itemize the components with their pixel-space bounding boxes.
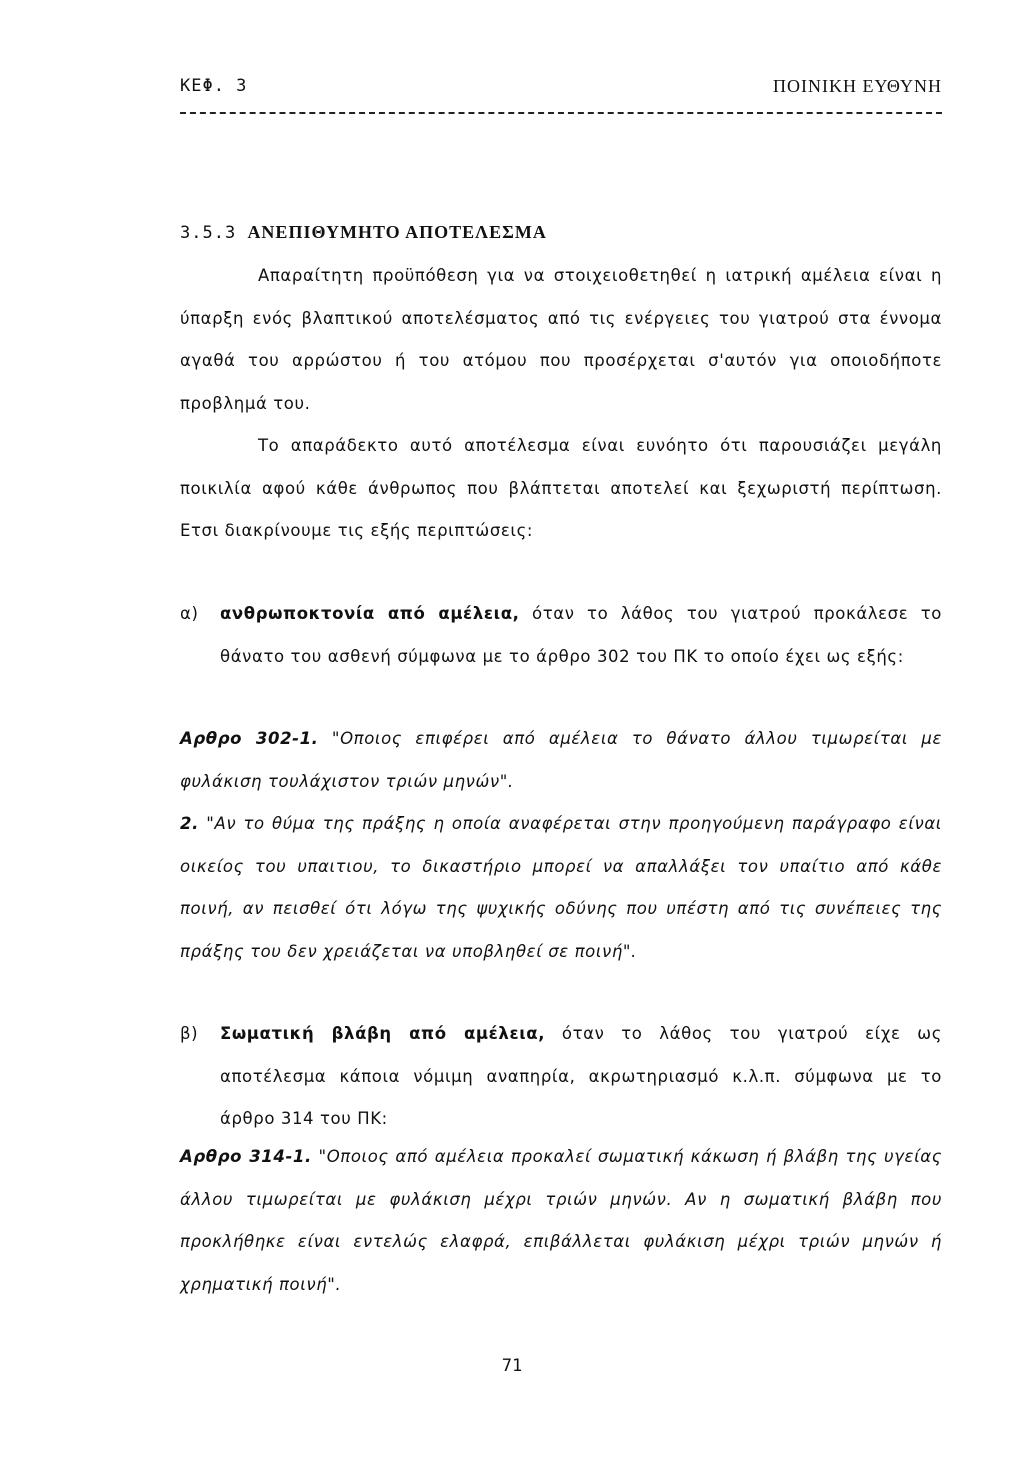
page-number: 71 — [501, 1356, 523, 1376]
header-divider — [180, 112, 942, 114]
item-a-term: ανθρωποκτονία από αμέλεια, — [220, 604, 520, 623]
law-314-1-text: "Οποιος από αμέλεια προκαλεί σωματική κάκωση ή βλάβη της υγείας άλλου τιμωρείται με φυλάκιση μέχρι τριών μηνών. Αν η σωματική βλάβη που προκλήθηκε είναι εντελώς ελαφρά, επιβάλλεται φυλάκιση μέχρι τριών μηνών ή χρηματική ποινή". — [180, 1147, 943, 1294]
item-b-text: όταν το λάθος του γιατρού είχε ως αποτέλεσμα κάποια νόμιμη αναπηρία, ακρωτηριασμό κ.λ.π. σύμφωνα με το άρθρο 314 του ΠΚ: — [220, 1024, 942, 1128]
list-item-a — [180, 593, 942, 678]
intro-text: Απαραίτητη προϋπόθεση για να στοιχειοθετηθεί η ιατρική αμέλεια είναι η ύπαρξη ενός βλαπτικού αποτελέσματος από τις ενέργειες του γιατρού στα έννομα αγαθά του αρρώστου ή του ατόμου που προσέρχεται σ'αυτόν για οποιοδήποτε προβλημά του. — [180, 266, 942, 413]
section-number: 3.5.3 — [180, 223, 237, 243]
law-302-1-number: Αρθρο 302-1. — [180, 729, 319, 748]
chapter-label: ΚΕΦ. 3 — [180, 76, 248, 96]
item-b-label: β) — [180, 1024, 199, 1043]
law-302-2-number: 2. — [180, 814, 199, 833]
intro-text-2: Το απαράδεκτο αυτό αποτέλεσμα είναι ευνόητο ότι παρουσιάζει μεγάλη ποικιλία αφού κάθε άνθρωπος που βλάπτεται αποτελεί και ξεχωριστή περίπτωση. Ετσι διακρίνουμε τις εξής περιπτώσεις: — [180, 436, 942, 540]
law-314-1 — [180, 1136, 942, 1306]
law-302-1-text: "Οποιος επιφέρει από αμέλεια το θάνατο άλλου τιμωρείται με φυλάκιση τουλάχιστον τριών μηνών". — [180, 729, 943, 791]
law-302-2-text: "Αν το θύμα της πράξης η οποία αναφέρεται στην προηγούμενη παράγραφο είναι οικείος του υπαιτιου, το δικαστήριο μπορεί να απαλλάξει τον υπαίτιο από κάθε ποινή, αν πεισθεί ότι λόγω της ψυχικής οδύνης που υπέστη από τις συνέπειες της πράξης του δεν χρειάζεται να υποβληθεί σε ποινή". — [180, 814, 942, 961]
list-item-b — [180, 1013, 942, 1141]
law-314-1-number: Αρθρο 314-1. — [180, 1147, 312, 1166]
law-302-1 — [180, 718, 942, 803]
chapter-title: ΠΟΙΝΙΚΗ ΕΥΘΥΝΗ — [773, 76, 942, 96]
section-title: ΑΝΕΠΙΘΥΜΗΤΟ ΑΠΟΤΕΛΕΣΜΑ — [247, 222, 547, 242]
page-header — [180, 76, 942, 104]
law-302-2 — [180, 803, 942, 973]
item-b-term: Σωματική βλάβη από αμέλεια, — [220, 1024, 546, 1043]
section-heading — [180, 222, 547, 243]
intro-paragraph — [180, 255, 942, 425]
item-a-text: όταν το λάθος του γιατρού προκάλεσε το θάνατο του ασθενή σύμφωνα με το άρθρο 302 του ΠΚ το οποίο έχει ως εξής: — [220, 604, 942, 666]
item-a-label: α) — [180, 604, 199, 623]
intro-paragraph-2 — [180, 425, 942, 553]
